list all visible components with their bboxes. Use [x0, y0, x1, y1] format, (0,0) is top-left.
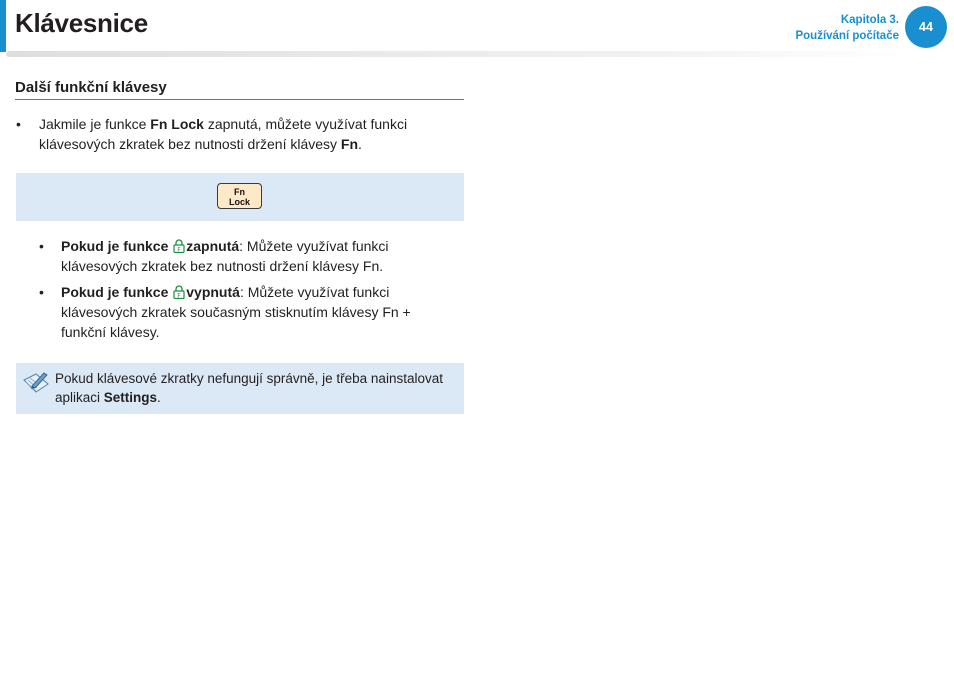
fn-lock-state-list [38, 236, 448, 348]
section-heading: Další funkční klávesy [15, 79, 464, 100]
intro-text-before: Jakmile je funkce [39, 116, 151, 132]
page-number-badge [905, 6, 947, 48]
intro-bold-fn: Fn [340, 136, 359, 152]
header-accent-bar [0, 0, 6, 52]
fn-lock-key-panel [16, 173, 464, 221]
chapter-label [795, 12, 899, 44]
page-title: Klávesnice [15, 8, 148, 38]
note-text-after: . [157, 390, 161, 405]
chapter-number: Kapitola 3. [840, 14, 899, 26]
bullet-marker: • [39, 284, 44, 300]
note-text [55, 369, 455, 407]
lock-on-state: zapnutá [186, 238, 240, 254]
fn-lock-key-icon [217, 183, 262, 209]
bullet-marker: • [16, 116, 21, 132]
intro-text-after: . [358, 136, 362, 152]
note-box [16, 363, 464, 414]
header-divider [6, 51, 906, 57]
chapter-title: Používání počítače [795, 30, 899, 42]
note-bold-settings: Settings [103, 390, 158, 405]
list-item-lock-off [38, 282, 448, 342]
fn-lock-icon [173, 239, 185, 253]
lock-off-text: : Můžete využívat funkci klávesových zkratek současným stisknutím klávesy Fn + funkční klávesy. [61, 284, 411, 340]
fn-lock-icon [173, 285, 185, 299]
lock-on-prefix: Pokud je funkce [61, 238, 173, 254]
lock-on-text: : Můžete využívat funkci klávesových zkratek bez nutnosti držení klávesy Fn. [61, 238, 389, 274]
intro-list [15, 114, 445, 154]
intro-bullet [15, 114, 445, 154]
lock-off-prefix: Pokud je funkce [61, 284, 173, 300]
svg-text:F: F [177, 292, 181, 299]
page-number: 44 [919, 20, 933, 34]
note-pencil-icon [22, 370, 50, 396]
note-text-before: Pokud klávesové zkratky nefungují správně, je třeba nainstalovat aplikaci [55, 371, 443, 405]
intro-bold-fn-lock: Fn Lock [150, 116, 204, 132]
intro-text-middle: zapnutá, můžete využívat funkci klávesových zkratek bez nutnosti držení klávesy [39, 116, 408, 152]
lock-off-state: vypnutá [186, 284, 240, 300]
fn-key-line2: Lock [228, 197, 250, 207]
fn-key-line1: Fn [234, 187, 245, 197]
bullet-marker: • [39, 238, 44, 254]
svg-text:F: F [177, 246, 181, 253]
list-item-lock-on [38, 236, 448, 276]
